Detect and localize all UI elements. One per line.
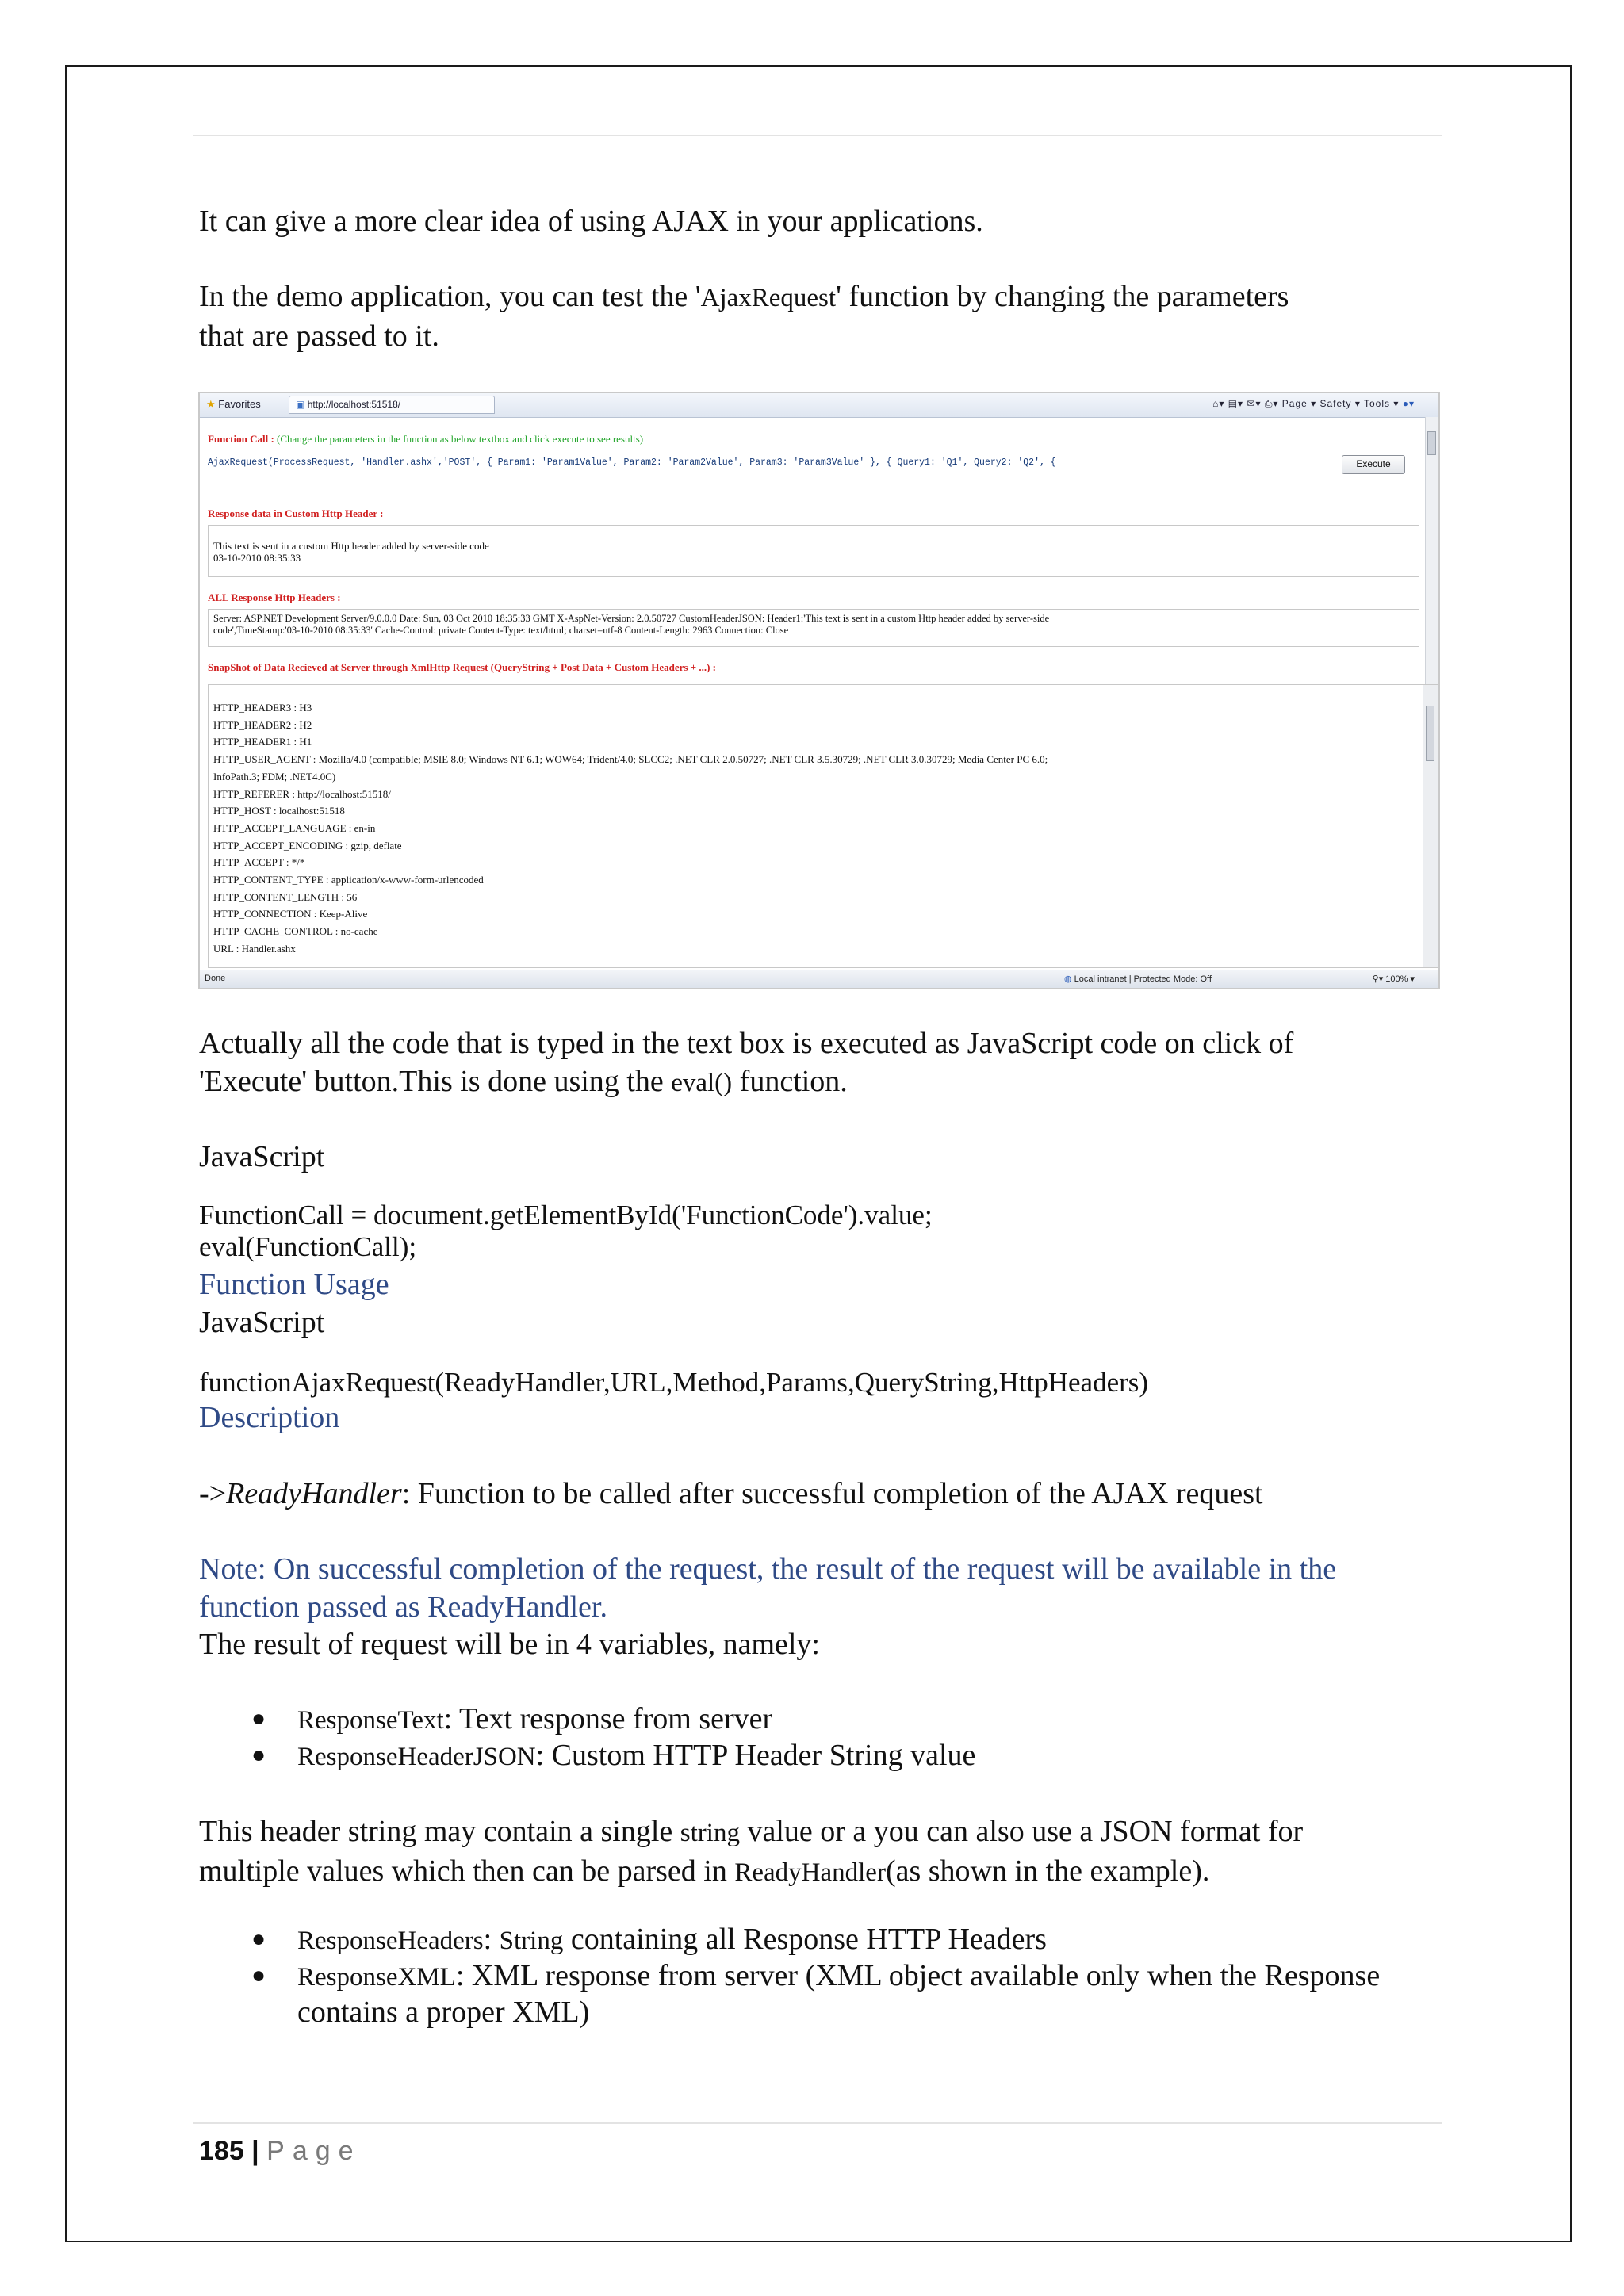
- help-icon: ●▾: [1402, 398, 1415, 409]
- list-item-text: containing all Response HTTP Headers: [563, 1923, 1047, 1956]
- code-line: FunctionCall = document.getElementById('FunctionCode').value;: [199, 1200, 933, 1230]
- function-call-title: Function Call :: [208, 433, 274, 445]
- intro-line: It can give a more clear idea of using AJAX in your applications.: [199, 205, 983, 238]
- inline-code: String: [499, 1927, 564, 1955]
- globe-icon: ◍: [1064, 974, 1072, 984]
- command-bar-labels: Page ▾ Safety ▾ Tools ▾: [1281, 398, 1400, 409]
- snapshot-line: HTTP_CONTENT_LENGTH : 56: [213, 890, 358, 903]
- snapshot-lines: [213, 699, 1433, 958]
- status-bar: [200, 970, 1438, 988]
- inline-code: ResponseHeaderJSON: [297, 1743, 536, 1771]
- execute-paragraph: [199, 1024, 1444, 1102]
- favorites-button[interactable]: [206, 398, 261, 411]
- list-item-text: : XML response from server (XML object available only when the Response: [455, 1959, 1381, 1992]
- magnifier-icon: ⚲▾: [1372, 974, 1384, 984]
- demo-screenshot: [198, 392, 1440, 989]
- code-language-label: JavaScript: [199, 1306, 325, 1339]
- custom-header-timestamp: 03-10-2010 08:35:33: [213, 552, 301, 564]
- code-language-label: JavaScript: [199, 1140, 325, 1173]
- execute-button[interactable]: Execute: [1342, 455, 1405, 474]
- code-line: eval(FunctionCall);: [199, 1231, 417, 1262]
- inline-code: string: [680, 1819, 740, 1847]
- snapshot-line: HTTP_USER_AGENT : Mozilla/4.0 (compatible; MSIE 8.0; Windows NT 6.1; WOW64; Trident/4.0; SLCC2; .NET CLR 2.0.50727; .NET CLR 3.5.30729; .NET CLR 3.0.30729; Media Center PC 6.0;: [213, 753, 1048, 766]
- zoom-level: 100%: [1385, 974, 1408, 984]
- favorites-label: Favorites: [218, 398, 261, 410]
- bullet-icon: ●: [251, 1705, 266, 1732]
- parameter-name: ReadyHandler: [226, 1477, 402, 1510]
- snapshot-line: HTTP_HOST : localhost:51518: [213, 805, 345, 817]
- snapshot-line: HTTP_HEADER3 : H3: [213, 702, 312, 714]
- intro-text: ' function by changing the parameters: [836, 280, 1289, 313]
- snapshot-line: HTTP_HEADER1 : H1: [213, 736, 312, 748]
- zoom-control[interactable]: ⚲▾ 100% ▾: [1372, 974, 1415, 984]
- inline-code: ResponseHeaders: [297, 1927, 484, 1955]
- result-intro: The result of request will be in 4 variables, namely:: [199, 1628, 820, 1661]
- custom-header-box: [208, 525, 1419, 577]
- custom-header-label: Response data in Custom Http Header :: [208, 507, 384, 519]
- snapshot-line: HTTP_CACHE_CONTROL : no-cache: [213, 925, 378, 938]
- paragraph-text: This header string may contain a single: [199, 1815, 680, 1848]
- paragraph-text: Actually all the code that is typed in the text box is executed as JavaScript code on click of: [199, 1027, 1294, 1060]
- snapshot-line: HTTP_ACCEPT_LANGUAGE : en-in: [213, 821, 376, 834]
- snapshot-label: SnapShot of Data Recieved at Server through XmlHttp Request (QueryString + Post Data + Custom Headers + ...) :: [208, 661, 717, 673]
- function-code-input[interactable]: AjaxRequest(ProcessRequest, 'Handler.ashx','POST', { Param1: 'Param1Value', Param2: 'Param2Value', Param3: 'Param3Value' }, { Query1: 'Q1', Query2: 'Q2', {: [208, 457, 1056, 468]
- all-headers-text: Server: ASP.NET Development Server/9.0.0.0 Date: Sun, 03 Oct 2010 18:35:33 GMT X-AspNet-Version: 2.0.50727 CustomHeaderJSON: Header1:'This text is sent in a custom Http header added by server-side: [213, 613, 1050, 624]
- heading-function-usage: Function Usage: [199, 1268, 389, 1301]
- intro-paragraph: [199, 277, 1444, 355]
- snapshot-scroll-thumb[interactable]: [1426, 706, 1434, 761]
- list-item-text: : Text response from server: [443, 1702, 773, 1735]
- variables-list-2: [199, 1922, 1444, 2030]
- snapshot-line: HTTP_HEADER2 : H2: [213, 718, 312, 731]
- star-icon: ★: [206, 398, 216, 410]
- snapshot-line: HTTP_ACCEPT_ENCODING : gzip, deflate: [213, 839, 402, 851]
- list-item-text: :: [483, 1923, 500, 1956]
- paragraph-text: function.: [732, 1065, 848, 1098]
- command-bar[interactable]: [1212, 398, 1415, 410]
- inline-code: ResponseXML: [297, 1963, 456, 1992]
- code-block: [199, 1200, 1444, 1263]
- snapshot-line: HTTP_CONTENT_TYPE : application/x-www-form-urlencoded: [213, 874, 484, 886]
- intro-text: In the demo application, you can test the ': [199, 280, 701, 313]
- footer-separator: |: [243, 2136, 267, 2166]
- browser-toolbar: [200, 393, 1438, 418]
- snapshot-box[interactable]: [208, 684, 1438, 968]
- snapshot-scrollbar[interactable]: [1423, 685, 1438, 967]
- bullet-icon: ●: [251, 1742, 266, 1768]
- function-call-label: [208, 433, 643, 446]
- heading-description: Description: [199, 1401, 340, 1434]
- scroll-thumb[interactable]: [1427, 431, 1436, 455]
- snapshot-line: HTTP_REFERER : http://localhost:51518/: [213, 787, 391, 800]
- note-paragraph: [199, 1550, 1444, 1626]
- header-rule: [193, 135, 1442, 136]
- bullet-icon: ●: [251, 1962, 266, 1988]
- inline-code: ResponseText: [297, 1706, 444, 1735]
- list-item: [199, 1958, 1444, 2030]
- footer-rule: [193, 2122, 1442, 2124]
- snapshot-line: HTTP_ACCEPT : */*: [213, 856, 305, 869]
- page-number: 185: [199, 2136, 244, 2166]
- paragraph-text: (as shown in the example).: [885, 1854, 1210, 1888]
- inline-code: ReadyHandler: [734, 1858, 886, 1887]
- bullet-icon: ●: [251, 1926, 266, 1952]
- variables-list-1: [199, 1701, 1444, 1774]
- paragraph-text: 'Execute' button.This is done using the: [199, 1065, 672, 1098]
- paragraph-text: multiple values which then can be parsed in: [199, 1854, 735, 1888]
- list-item: [199, 1701, 1444, 1738]
- intro-text: that are passed to it.: [199, 320, 439, 353]
- list-item: [199, 1922, 1444, 1958]
- page-icon: ▣: [296, 399, 305, 410]
- parameter-text: : Function to be called after successful completion of the AJAX request: [401, 1477, 1263, 1510]
- all-headers-label: ALL Response Http Headers :: [208, 591, 341, 603]
- function-call-hint: (Change the parameters in the function as below textbox and click execute to see results): [277, 433, 644, 445]
- all-headers-box: [208, 609, 1419, 647]
- inline-code: eval(): [671, 1069, 733, 1097]
- list-item: [199, 1738, 1444, 1774]
- paragraph-text: value or a you can also use a JSON format for: [739, 1815, 1304, 1848]
- security-zone: [1064, 974, 1212, 984]
- status-done: Done: [205, 974, 226, 983]
- tab-url: http://localhost:51518/: [307, 399, 401, 410]
- security-zone-label: Local intranet | Protected Mode: Off: [1074, 974, 1212, 984]
- inline-code: AjaxRequest: [700, 284, 837, 312]
- home-icon: ⌂▾ ▤▾ ✉▾ ⎙▾: [1212, 398, 1282, 409]
- snapshot-line: URL : Handler.ashx: [213, 942, 296, 955]
- arrow-marker: ->: [199, 1477, 227, 1510]
- list-item-text: : Custom HTTP Header String value: [535, 1739, 976, 1772]
- note-text: Note: On successful completion of the request, the result of the request will be available in the: [199, 1552, 1337, 1586]
- note-text: function passed as ReadyHandler.: [199, 1590, 607, 1624]
- snapshot-line: InfoPath.3; FDM; .NET4.0C): [213, 770, 336, 783]
- header-string-paragraph: [199, 1812, 1444, 1892]
- function-signature: functionAjaxRequest(ReadyHandler,URL,Method,Params,QueryString,HttpHeaders): [199, 1367, 1149, 1398]
- page-label: Page: [266, 2136, 362, 2166]
- list-item-text: contains a proper XML): [297, 1996, 590, 2029]
- ready-handler-description: [199, 1475, 1444, 1513]
- all-headers-text: code',TimeStamp:'03-10-2010 08:35:33' Cache-Control: private Content-Type: text/html; charset=utf-8 Content-Length: 2963 Connection: Close: [213, 625, 789, 636]
- browser-tab[interactable]: [289, 396, 495, 414]
- custom-header-text: This text is sent in a custom Http header added by server-side code: [213, 540, 489, 552]
- page-footer: [199, 2136, 362, 2167]
- snapshot-line: HTTP_CONNECTION : Keep-Alive: [213, 908, 368, 920]
